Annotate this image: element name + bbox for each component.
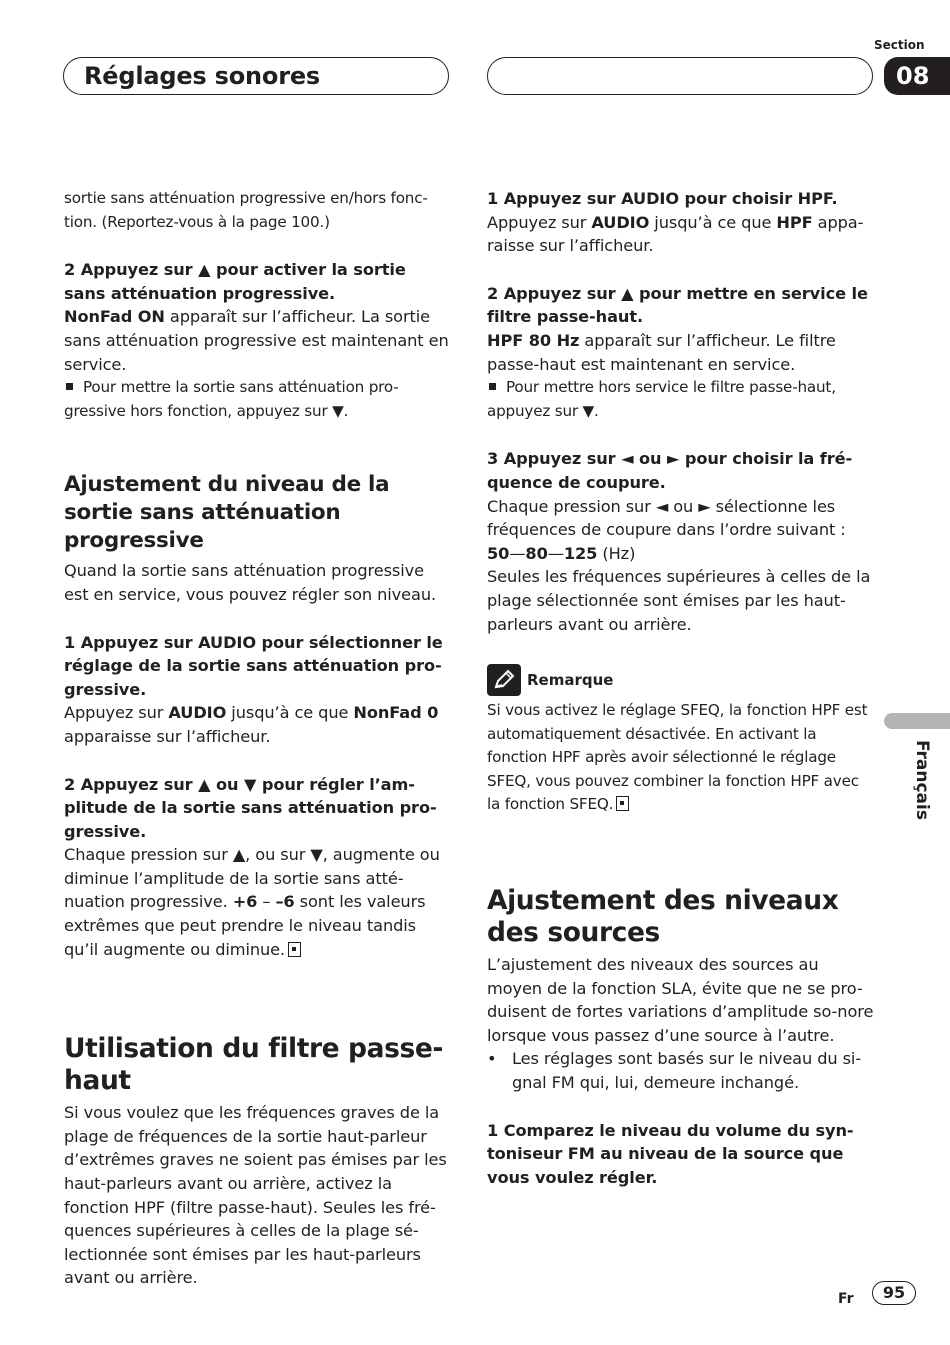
paragraph: Seules les fréquences supérieures à celles de la plage sélectionnée sont émises par les haut-parleurs avant ou arrière. <box>487 567 871 634</box>
step-body: Chaque pression sur ◄ ou ► sélectionne les fréquences de coupure dans l’ordre suivant : <box>487 496 846 540</box>
bullet-item <box>487 1047 875 1094</box>
separator: — <box>509 543 526 563</box>
right-column <box>487 187 875 1189</box>
bullet-item <box>487 376 875 423</box>
frequency-value: 80 <box>525 543 548 563</box>
frequency-value: 125 <box>563 543 598 563</box>
text: sont les valeurs extrêmes que peut prendre le niveau tandis qu’il augmente ou diminue. <box>64 892 426 959</box>
paragraph: Quand la sortie sans atténuation progressive est en service, vous pouvez régler son niveau. <box>64 561 437 604</box>
left-column <box>64 187 450 1290</box>
step-body <box>64 843 450 961</box>
page-number: 95 <box>872 1281 916 1305</box>
note-label: Remarque <box>527 671 614 690</box>
footer-language: Fr <box>838 1291 854 1307</box>
intro-text: sortie sans atténuation progressive en/hors fonc-tion. (Reportez-vous à la page 100.) <box>64 189 428 231</box>
step-body <box>64 305 450 376</box>
step-heading: 2 Appuyez sur ▲ pour activer la sortie sans atténuation progressive. <box>64 260 406 303</box>
button-name: AUDIO <box>591 212 650 232</box>
section-title: Réglages sonores <box>84 62 321 90</box>
section-heading: Ajustement des niveaux des sources <box>487 885 839 949</box>
value: –6 <box>275 892 295 912</box>
step-body <box>487 329 875 376</box>
text: apparaisse sur l’afficheur. <box>64 726 271 746</box>
end-mark-icon <box>616 796 629 811</box>
step-heading: 3 Appuyez sur ◄ ou ► pour choisir la fré-quence de coupure. <box>487 449 853 492</box>
unit: (Hz) <box>597 543 636 563</box>
bullet-item <box>64 376 450 423</box>
pencil-note-icon <box>487 664 521 696</box>
value: +6 <box>232 892 258 912</box>
text: Si vous activez le réglage SFEQ, la fonction HPF est automatiquement désactivée. En activant la fonction HPF après avoir sélectionné le réglage SFEQ, vous pouvez combiner la fonction HPF avec la fonction SFEQ. <box>487 701 868 814</box>
step-heading: 1 Comparez le niveau du volume du syn-toniseur FM au niveau de la source que vous voulez régler. <box>487 1120 854 1187</box>
text: – <box>257 892 276 912</box>
button-name: AUDIO <box>168 703 227 723</box>
step-heading: 2 Appuyez sur ▲ ou ▼ pour régler l’am-plitude de la sortie sans atténuation pro-gressive. <box>64 774 437 841</box>
separator: — <box>547 543 564 563</box>
display-value: HPF <box>776 212 813 232</box>
section-number-tab: 08 <box>884 57 950 95</box>
text: apparaît sur l’afficheur. Le filtre passe-haut est maintenant en service. <box>487 330 836 374</box>
step-body <box>64 701 450 748</box>
end-mark-icon <box>288 942 301 957</box>
subsection-heading: Ajustement du niveau de la sortie sans atténuation progressive <box>64 472 390 554</box>
text: Chaque pression sur ▲, ou sur ▼, augmente ou diminue l’amplitude de la sortie sans atté-nuation progressive. <box>64 845 440 912</box>
section-label: Section <box>874 38 925 52</box>
text: jusqu’à ce que <box>649 212 777 232</box>
paragraph: Si vous voulez que les fréquences graves de la plage de fréquences de la sortie haut-parleur d’extrêmes graves ne soient pas émises par les haut-parleurs avant ou arrière, activez la fonction HPF (filtre passe-haut). Seules les fré-quences supérieures à celles de la plage sé-lectionnée sont émises par les haut-parleurs avant ou arrière. <box>64 1103 447 1288</box>
header-empty-box <box>487 57 873 95</box>
display-value: NonFad 0 <box>353 703 439 723</box>
paragraph: L’ajustement des niveaux des sources au moyen de la fonction SLA, évite que ne se pro-duisent de fortes variations d’amplitude so-nore lorsque vous passez d’une source à l’autre. <box>487 955 874 1045</box>
step-heading: 1 Appuyez sur AUDIO pour choisir HPF. <box>487 189 838 208</box>
note-text <box>487 699 875 817</box>
frequency-value: 50 <box>487 543 510 563</box>
step-heading: 2 Appuyez sur ▲ pour mettre en service le filtre passe-haut. <box>487 283 868 327</box>
text: Appuyez sur <box>487 212 592 232</box>
text: appa-raisse sur l’afficheur. <box>487 212 864 256</box>
bullet-text: Pour mettre la sortie sans atténuation pro-gressive hors fonction, appuyez sur ▼. <box>64 378 399 420</box>
bullet-text: Les réglages sont basés sur le niveau du si-gnal FM qui, lui, demeure inchangé. <box>512 1049 862 1093</box>
dot-bullet-icon: • <box>487 1049 497 1069</box>
step-body <box>487 211 875 258</box>
text: Appuyez sur <box>64 703 169 723</box>
frequency-sequence <box>487 542 875 566</box>
display-value: HPF 80 Hz <box>487 330 580 350</box>
step-text: apparaît sur l’afficheur. La sortie sans atténuation progressive est maintenant en service. <box>64 307 449 374</box>
note-header <box>487 664 875 696</box>
language-tab-bar <box>884 713 950 729</box>
section-heading: Utilisation du filtre passe-haut <box>64 1033 444 1097</box>
text: jusqu’à ce que <box>226 703 354 723</box>
step-heading: 1 Appuyez sur AUDIO pour sélectionner le réglage de la sortie sans atténuation pro-gressive. <box>64 632 443 699</box>
section-title-box <box>63 57 449 95</box>
display-value: NonFad ON <box>64 307 165 327</box>
language-label: Français <box>912 740 932 820</box>
square-bullet-icon <box>66 383 73 390</box>
bullet-text: Pour mettre hors service le filtre passe-haut, appuyez sur ▼. <box>487 378 836 420</box>
square-bullet-icon <box>489 383 496 390</box>
